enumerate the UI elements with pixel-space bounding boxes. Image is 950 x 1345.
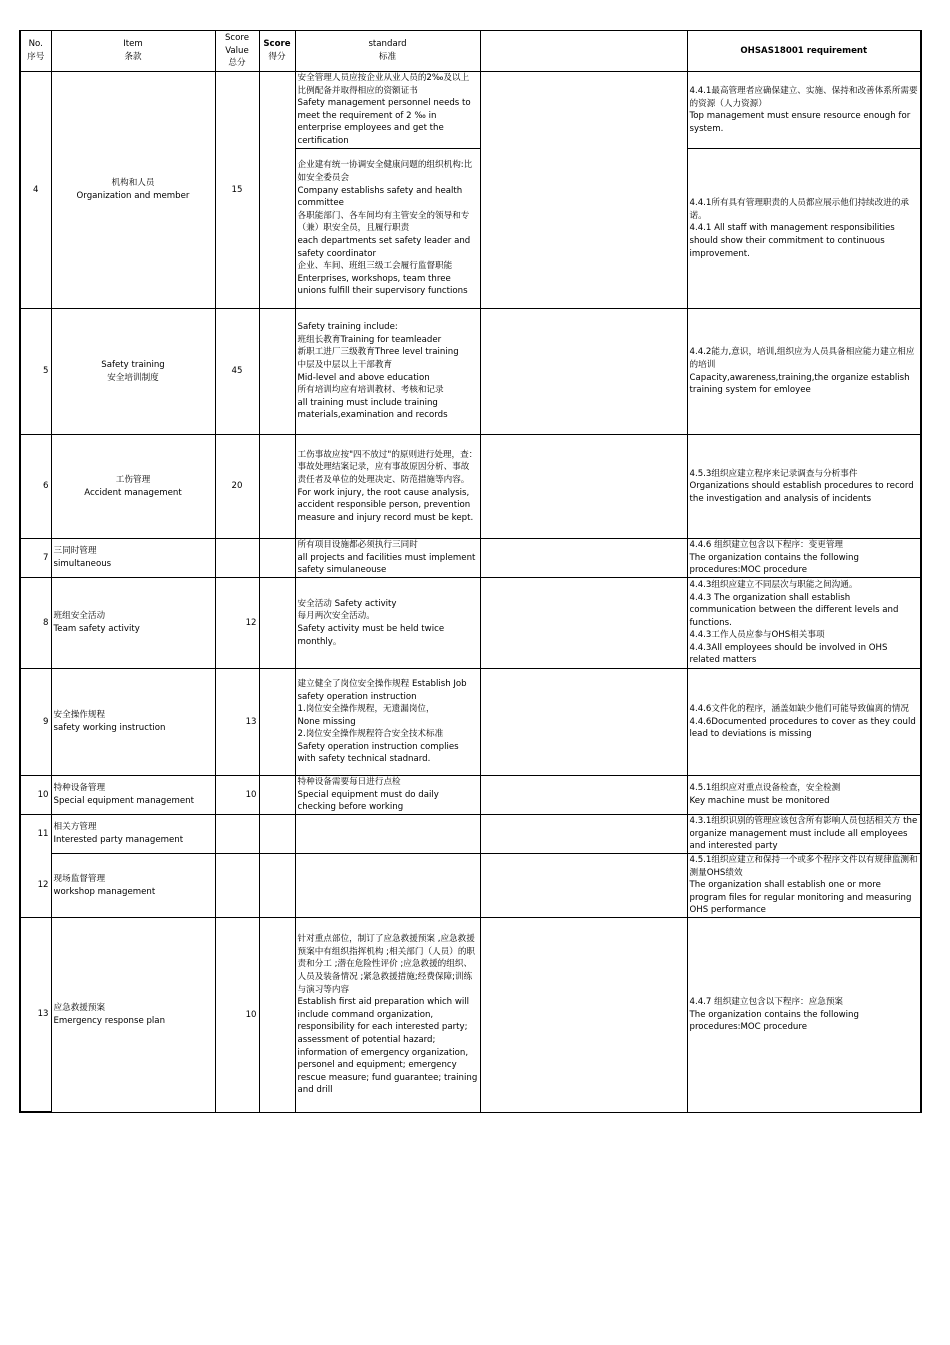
row-item: Safety training 安全培训制度 [51,309,215,435]
row-item: 现场监督管理 workshop management [51,853,215,918]
row-standard: 建立健全了岗位安全操作规程 Establish Job safety operation instruction 1.岗位安全操作规程，无遗漏岗位， None missing 2.岗位安全操作规程符合安全技术标准 Safety operation instruction complies with safety technical stadnard. [295,669,480,776]
table-row [20,815,921,854]
row-ohsas: 4.4.6 组织建立包含以下程序：变更管理 The organization contains the following procedures:MOC procedure [687,539,921,578]
row-score-value: 10 [215,776,259,815]
header-ohsas: OHSAS18001 requirement [687,31,921,72]
row-score-value [215,815,259,854]
row-no: 6 [20,435,51,539]
row-no: 11 [20,815,51,854]
row-ohsas: 4.4.7 组织建立包含以下程序：应急预案 The organization contains the following procedures:MOC procedure [687,918,921,1113]
row-no: 9 [20,669,51,776]
header-score [259,31,295,72]
row-score [259,578,295,669]
header-score-en: Score [263,39,291,50]
row-score-value [215,853,259,918]
row-item: 工伤管理 Accident management [51,435,215,539]
row-no: 13 [20,918,51,1113]
header-score-cn: 得分 [268,52,286,62]
row-standard: 企业建有统一协调安全健康问题的组织机构:比如安全委员会 Company establishs safety and health committee 各职能部门、各车间均有主管安全的领导和专（兼）职安全员，且履行职责 each departments set safety leader and safety coordinator 企业、车间、班组三级工会履行监督职能 Enterprises, workshops, team three unions fulfill their supervisory functions [295,149,480,309]
table-row [20,309,921,435]
row-score [259,776,295,815]
row-blank [480,309,687,435]
row-score-value: 45 [215,309,259,435]
row-blank [480,578,687,669]
row-standard: 所有项目设施都必须执行三同时 all projects and facilities must implement safety simulaneouse [295,539,480,578]
row-score-value: 15 [215,72,259,309]
row-no: 4 [20,72,51,309]
row-item: 机构和人员 Organization and member [51,72,215,309]
row-ohsas: 4.4.1所有具有管理职责的人员都应展示他们持续改进的承诺。 4.4.1 All staff with management responsibilities should show their commitment to continuous improvement. [687,149,921,309]
row-ohsas: 4.5.3组织应建立程序来记录调查与分析事件 Organizations should establish procedures to record the investigation and analysis of incidents [687,435,921,539]
header-score-value: Score Value 总分 [215,31,259,72]
row-no: 5 [20,309,51,435]
row-score [259,815,295,854]
row-score [259,309,295,435]
row-score-value: 10 [215,918,259,1113]
row-score [259,853,295,918]
table-row [20,578,921,669]
row-standard: 安全活动 Safety activity 每月两次安全活动。 Safety activity must be held twice monthly。 [295,578,480,669]
header-row [20,31,921,72]
row-blank [480,853,687,918]
row-item: 特种设备管理 Special equipment management [51,776,215,815]
row-ohsas: 4.5.1组织应对重点设备检查，安全检测 Key machine must be monitored [687,776,921,815]
row-blank [480,815,687,854]
row-score [259,72,295,309]
table-row [20,435,921,539]
row-item: 安全操作规程 safety working instruction [51,669,215,776]
table-row [20,918,921,1113]
table-row [20,669,921,776]
row-blank [480,72,687,309]
row-score-value: 20 [215,435,259,539]
table-row [20,72,921,149]
table-row [20,853,921,918]
audit-table [19,30,922,1113]
row-no: 7 [20,539,51,578]
row-ohsas: 4.5.1组织应建立和保持一个或多个程序文件以有规律监测和测量OHS绩效 The organization shall establish one or more program files for regular monitoring and measuring OHS performance [687,853,921,918]
row-blank [480,435,687,539]
row-ohsas: 4.4.2能力,意识，培训,组织应为人员具备相应能力建立相应的培训 Capacity,awareness,training,the organize establish training system for emloyee [687,309,921,435]
row-score-value [215,539,259,578]
row-standard: 特种设备需要每日进行点检 Special equipment must do daily checking before working [295,776,480,815]
row-standard [295,853,480,918]
row-ohsas: 4.4.6文件化的程序，涵盖如缺少他们可能导致偏离的情况 4.4.6Documented procedures to cover as they could lead to deviations is missing [687,669,921,776]
header-standard: standard 标准 [295,31,480,72]
row-blank [480,669,687,776]
header-item: Item 条款 [51,31,215,72]
row-score [259,435,295,539]
table-row [20,539,921,578]
row-item: 相关方管理 Interested party management [51,815,215,854]
row-standard: 安全管理人员应按企业从业人员的2‰及以上比例配备并取得相应的资额证书 Safety management personnel needs to meet the requirement of 2 ‰ in enterprise employees and get the certification [295,72,480,149]
row-score [259,918,295,1113]
header-blank [480,31,687,72]
row-standard: 针对重点部位，制订了应急救援预案 ,应急救援预案中有组织指挥机构 ;相关部门（人员）的职责和分工 ;潜在危险性评价 ;应急救援的组织、人员及装备情况 ;紧急救援措施;经费保障;训练与演习等内容 Establish first aid preparation which will include command organization, responsibility for each interested party; assessment of potential hazard; information of emergency organization, personel and equipment; emergency rescue measure; fund guarantee; training and drill [295,918,480,1113]
table-row [20,776,921,815]
row-ohsas: 4.3.1组织识别的管理应该包含所有影响人员包括相关方 the organize management must include all employees and interested party [687,815,921,854]
row-item: 应急救援预案 Emergency response plan [51,918,215,1113]
row-blank [480,776,687,815]
row-blank [480,539,687,578]
row-standard [295,815,480,854]
row-no: 10 [20,776,51,815]
row-item: 班组安全活动 Team safety activity [51,578,215,669]
row-ohsas: 4.4.3组织应建立不同层次与职能之间沟通。 4.4.3 The organization shall establish communication between the different levels and functions. 4.4.3工作人员应参与OHS相关事项 4.4.3All employees should be involved in OHS related matters [687,578,921,669]
row-no: 12 [20,853,51,918]
header-no: No. 序号 [20,31,51,72]
row-score [259,539,295,578]
row-score-value: 13 [215,669,259,776]
row-no: 8 [20,578,51,669]
row-standard: 工伤事故应按"四不放过"的原则进行处理，查：事故处理结案记录，应有事故原因分析、事故责任者及单位的处理决定、防范措施等内容。 For work injury, the root cause analysis, accident responsible person, prevention measure and injury record must be kept. [295,435,480,539]
row-blank [480,918,687,1113]
row-ohsas: 4.4.1最高管理者应确保建立、实施、保持和改善体系所需要的资源（人力资源） Top management must ensure resource enough for system. [687,72,921,149]
row-item: 三同时管理 simultaneous [51,539,215,578]
row-standard: Safety training include: 班组长教育Training for teamleader 新职工进厂三级教育Three level training 中层及中层以上干部教育 Mid-level and above education 所有培训均应有培训教材、考核和记录 all training must include training materials,examination and records [295,309,480,435]
row-score [259,669,295,776]
row-score-value: 12 [215,578,259,669]
